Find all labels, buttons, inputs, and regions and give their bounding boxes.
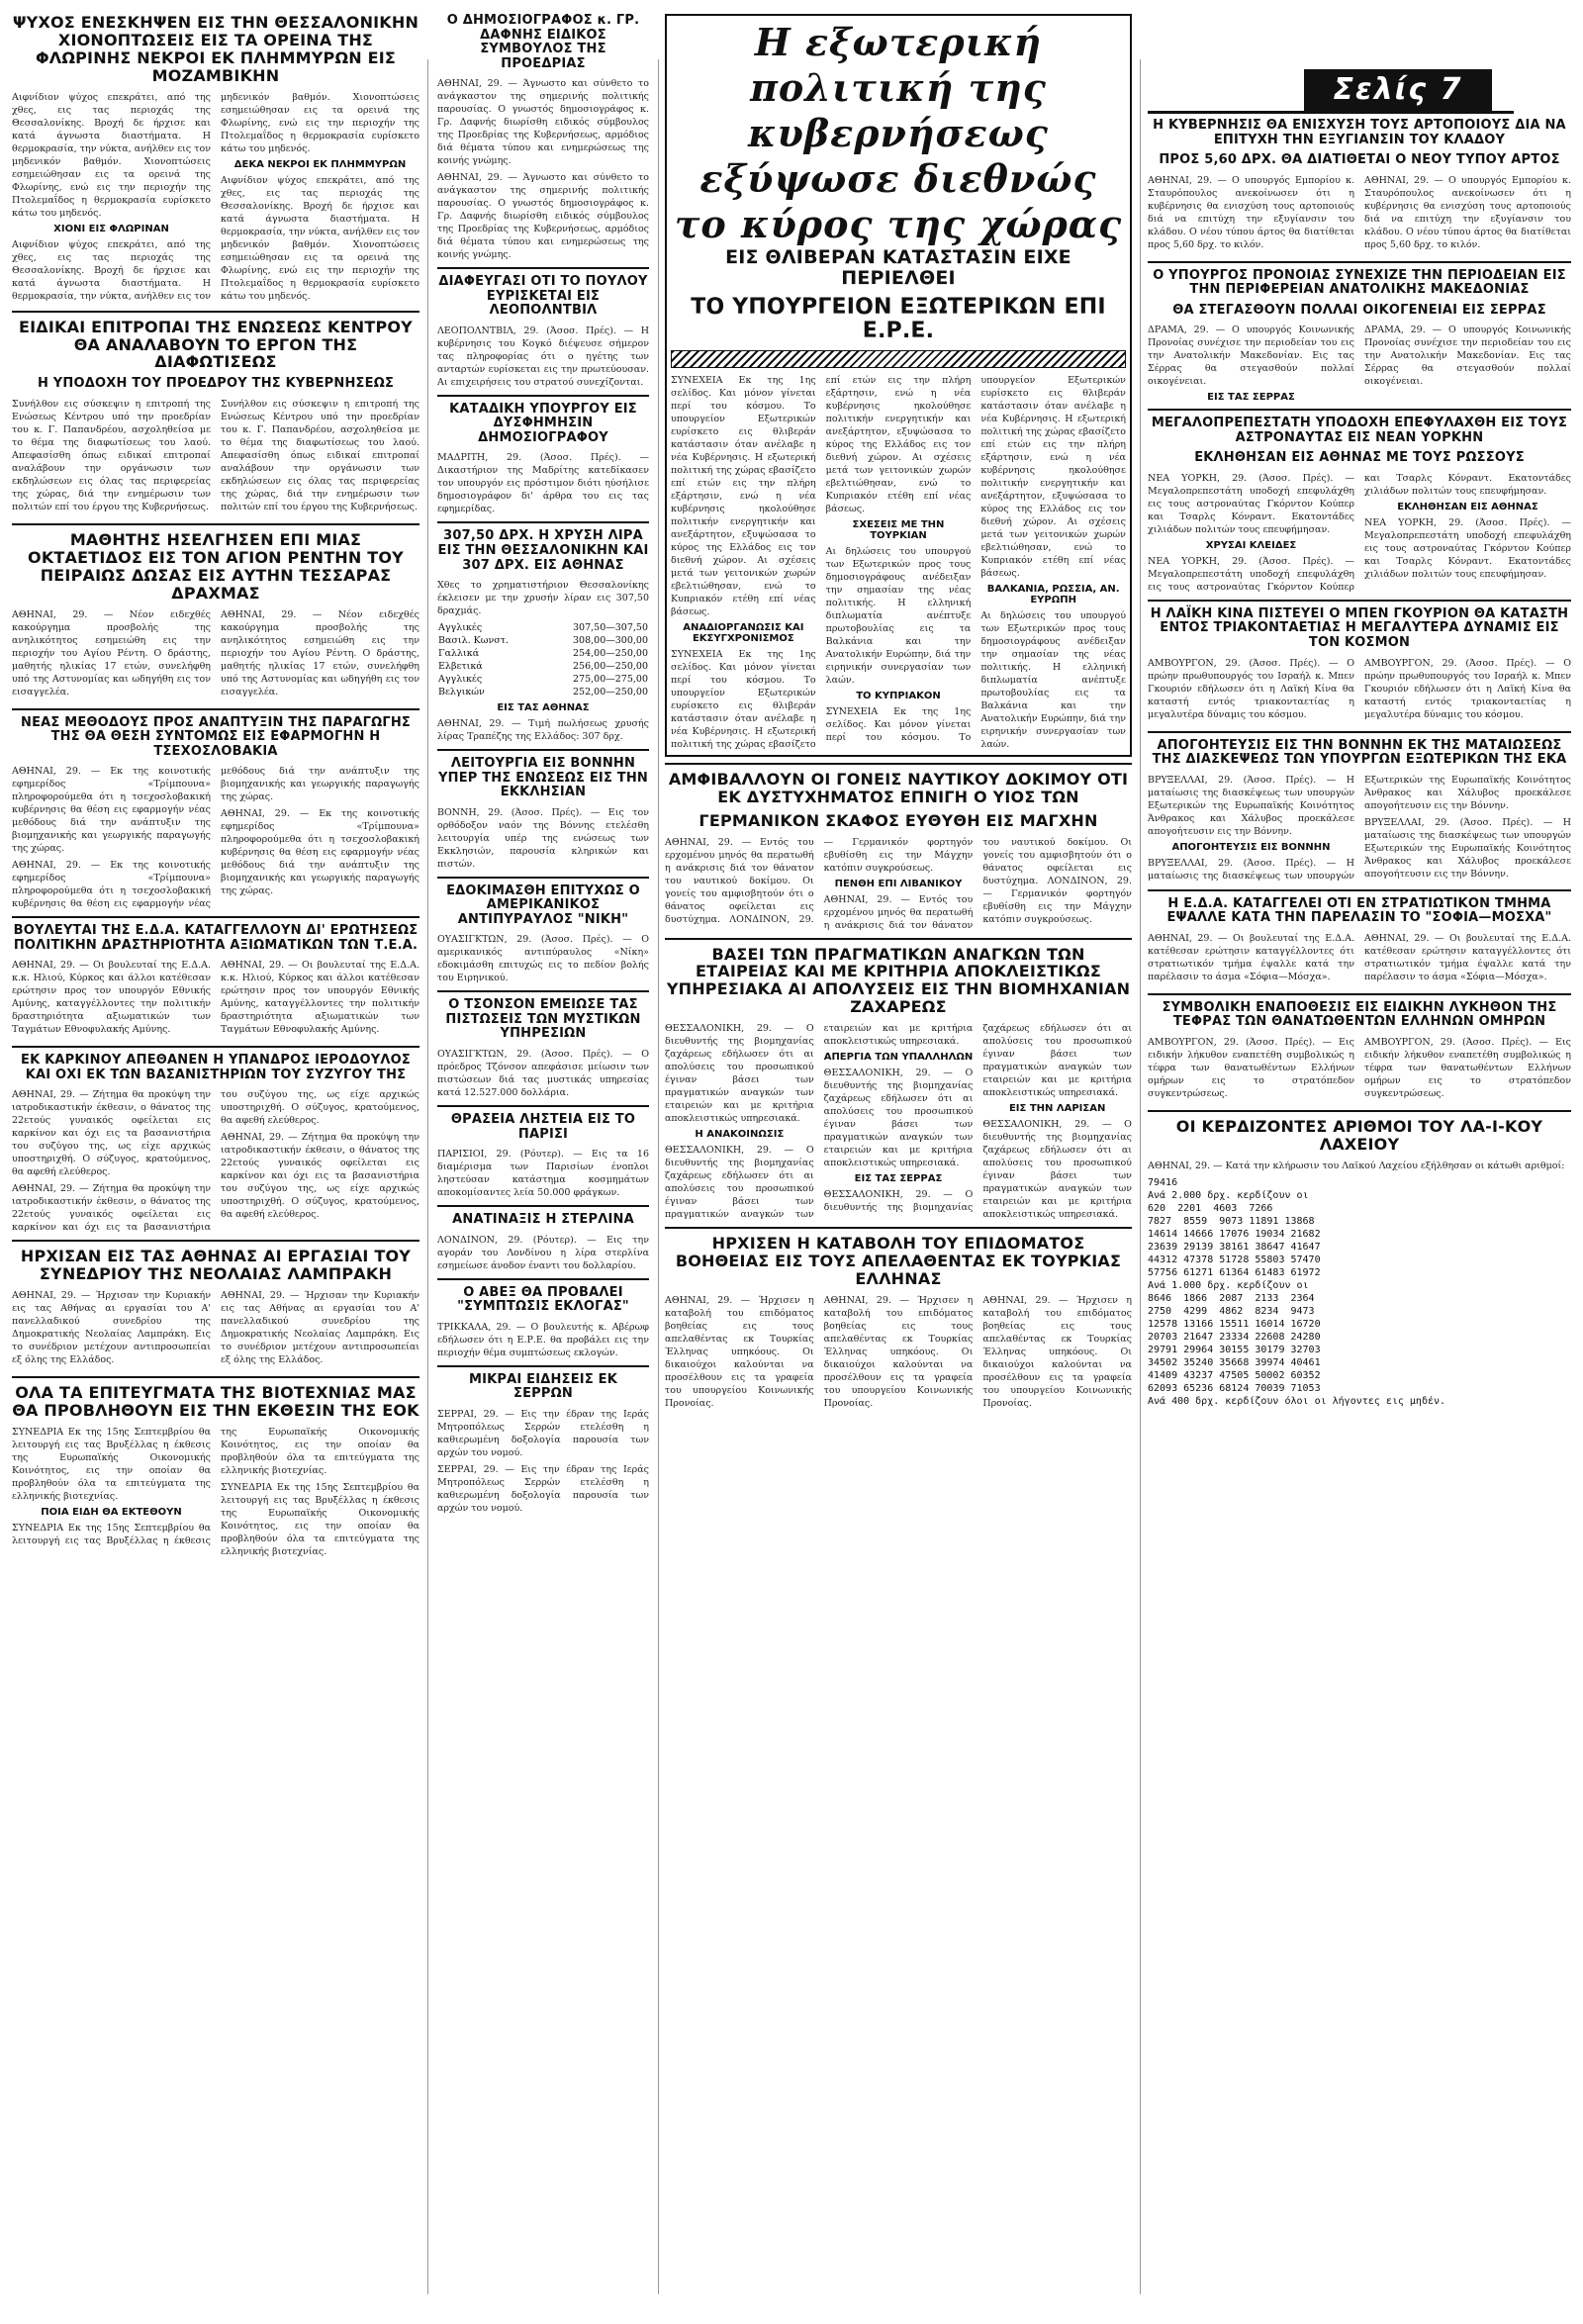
article-text: ΑΘΗΝΑΙ, 29. — Εντός του ερχομένου μηνός θα περατωθή η ανάκρισις διά τον θάνατον του ναυτικού δοκίμου. Οι γονείς του αμφισβητούν ότι ο θάνατος οφείλεται εις δυστύχημα. ΛΟΝΔΙΝΟΝ, 29. — Γερμανικόν φορτηγόν εβυθίσθη εις την Μάγχην κατόπιν συγκρούσεως.: [665, 836, 974, 925]
article-text: ΘΕΣΣΑΛΟΝΙΚΗ, 29. — Ο διευθυντής της βιομηχανίας ζαχάρεως εδήλωσεν ότι αι απολύσεις του προσωπικού έγιναν βάσει των πραγματικών αναγκών των εταιρειών και με κριτήρια αποκλειστικώς υπηρεσιακά.: [665, 1023, 974, 1221]
article-body: [1148, 774, 1571, 883]
headline-expelled-allowance: ΗΡΧΙΣΕΝ Η ΚΑΤΑΒΟΛΗ ΤΟΥ ΕΠΙΔΟΜΑΤΟΣ ΒΟΗΘΕΙΑΣ ΕΙΣ ΤΟΥΣ ΑΠΕΛΑΘΕΝΤΑΣ ΕΚ ΤΟΥΡΚΙΑΣ ΕΛΛΗΝΑΣ: [675, 1234, 1122, 1288]
lottery-line: Ανά 1.000 δρχ. κερδίζουν οι: [1148, 1279, 1309, 1291]
headline-bread-price: ΠΡΟΣ 5,60 ΔΡΧ. ΘΑ ΔΙΑΤΙΘΕΤΑΙ Ο ΝΕΟΥ ΤΥΠΟΥ ΑΡΤΟΣ: [1159, 152, 1560, 168]
article-text: ΘΕΣΣΑΛΟΝΙΚΗ, 29. — Ο διευθυντής της βιομηχανίας ζαχάρεως εδήλωσεν ότι αι απολύσεις του προσωπικού έγιναν βάσει των πραγματικών αναγκών των εταιρειών και με κριτήρια αποκλειστικώς υπηρεσιακά.: [823, 1023, 1132, 1214]
lottery-line: 2750 4299 4862 8234 9473: [1148, 1305, 1315, 1317]
subheading: ΣΧΕΣΕΙΣ ΜΕ ΤΗΝ ΤΟΥΡΚΙΑΝ: [852, 518, 945, 541]
lottery-line: 23639 29139 38161 38647 41647: [1148, 1241, 1321, 1253]
price-name: Αγγλικές: [438, 622, 483, 634]
divider: [437, 521, 649, 523]
article-text: ΛΟΝΔΙΝΟΝ, 29. (Ρόυτερ). — Εις την αγοράν του Λονδίνου η λίρα στερλίνα εσημείωσε άνοδον έναντι του δολλαρίου.: [437, 1234, 649, 1271]
headline-cancer: ΕΚ ΚΑΡΚΙΝΟΥ ΑΠΕΘΑΝΕΝ Η ΥΠΑΝΔΡΟΣ ΙΕΡΟΔΟΥΛΟΣ ΚΑΙ ΟΧΙ ΕΚ ΤΩΝ ΒΑΣΑΝΙΣΤΗΡΙΩΝ ΤΟΥ ΣΥΖΥΓΟΥ ΤΗΣ: [21, 1053, 411, 1082]
lottery-line: 20703 21647 23334 22608 24280: [1148, 1331, 1321, 1343]
price-row: [437, 647, 649, 660]
lead-subheadline-2: ΤΟ ΥΠΟΥΡΓΕΙΟΝ ΕΞΩΤΕΡΙΚΩΝ ΕΠΙ Ε.Ρ.Ε.: [691, 294, 1106, 344]
subheading: ΕΙΣ ΤΗΝ ΛΑΡΙΣΑΝ: [1008, 1103, 1106, 1115]
headline-averof: Ο ΑΒΕΞ ΘΑ ΠΡΟΒΑΛΕΙ "ΣΥΜΠΤΩΣΙΣ ΕΚΛΟΓΑΣ": [457, 1284, 629, 1315]
lottery-line: Ανά 400 δρχ. κερδίζουν όλοι οι λήγοντες εις μηδέν.: [1148, 1395, 1446, 1407]
headline-reception: Η ΥΠΟΔΟΧΗ ΤΟΥ ΠΡΟΕΔΡΟΥ ΤΗΣ ΚΥΒΕΡΝΗΣΕΩΣ: [37, 376, 395, 392]
article-text: ΑΘΗΝΑΙ, 29. — Άγνωστο και σύνθετο το ανάγκαστον της σημερινής πολιτικής παρουσίας. Ο γνωστός δημοσιογράφος κ. Γρ. Δαφνής διωρίσθη ειδικός σύμβουλος της Προεδρίας της Κυβερνήσεως, αρμόδιος διά θέματα τύπου και ενημερώσεως της κοινής γνώμης.: [437, 78, 649, 167]
article-text: ΑΘΗΝΑΙ, 29. — Ήρχισεν η καταβολή του επιδόματος βοηθείας εις τους απελαθέντας εκ Τουρκίας Έλληνας υπηκόους. Οι δικαιούχοι καλούνται να προσέλθουν εις τα γραφεία του υπουργείου Κοινωνικής Προνοίας.: [665, 1294, 814, 1409]
article-text: ΑΘΗΝΑΙ, 29. — Τιμή πωλήσεως χρυσής λίρας Τραπέζης της Ελλάδος: 307 δρχ.: [437, 718, 649, 743]
article-text: Αιφνίδιον ψύχος επεκράτει, από της χθες, εις τας περιοχάς της Θεσσαλονίκης. Βροχή δε ήρχισε και κατά άγνωστα διαστήματα. Η θερμοκρασία, την νύκτα, ανήλθεν εις τον μηδενικόν βαθμόν. Χιονοπτώσεις εσημειώθησαν εις τα ορεινά της Φλωρίνης, ενώ εις την περιοχήν της Πτολεμαΐδος η θερμοκρασία ευρίσκετο κάτω του μηδενός.: [12, 91, 419, 302]
article-text: ΒΡΥΞΕΛΛΑΙ, 29. (Άσοσ. Πρές). — Η ματαίωσις της διασκέψεως των υπουργών Εξωτερικών της Ευρωπαϊκής Κοινότητος Άνθρακος και Χάλυβος προεκάλεσε απογοήτευσιν εις την Βόννην.: [1148, 774, 1571, 882]
subheading: ΠΟΙΑ ΕΙΔΗ ΘΑ ΕΚΤΕΘΟΥΝ: [41, 1506, 182, 1518]
lottery-line: 57756 61271 61364 61483 61972: [1148, 1266, 1321, 1278]
article-text: ΘΕΣΣΑΛΟΝΙΚΗ, 29. — Ο διευθυντής της βιομηχανίας ζαχάρεως εδήλωσεν ότι αι απολύσεις του προσωπικού έγιναν βάσει των πραγματικών αναγκών των εταιρειών και με κριτήρια αποκλειστικώς υπηρεσιακά.: [823, 1068, 974, 1169]
article-text: Αιφνίδιον ψύχος επεκράτει, από της χθες, εις τας περιοχάς της Θεσσαλονίκης. Βροχή δε ήρχισε και κατά άγνωστα διαστήματα. Η θερμοκρασία, την νύκτα, ανήλθεν εις τον μηδενικόν βαθμόν. Χιονοπτώσεις εσημειώθησαν εις τα ορεινά της Φλωρίνης, ενώ εις την περιοχήν της Πτολεμαΐδος η θερμοκρασία ευρίσκετο κάτω του μηδενός.: [12, 91, 211, 219]
article-text: ΑΜΒΟΥΡΓΟΝ, 29. (Άσοσ. Πρές). — Ο πρώην πρωθυπουργός του Ισραήλ κ. Μπεν Γκουριόν εδήλωσεν ότι η Λαϊκή Κίνα θα καταστή εντός τριακονταετίας η μεγαλυτέρα δύναμις του κόσμου.: [1364, 657, 1571, 720]
article-text: ΑΘΗΝΑΙ, 29. — Ζήτημα θα προκύψη την ιατροδικαστικήν έκθεσιν, ο θάνατος της 22ετούς γυναικός οφείλεται εις καρκίνον και όχι εις τα βασανιστήρια του συζύγου της, ως είχε αρχικώς υποστηριχθή. Ο σύζυγος, κρατούμενος, θα αφεθή ελεύθερος.: [12, 1089, 211, 1178]
subheading: ΠΕΝΘΗ ΕΠΙ ΛΙΒΑΝΙΚΟΥ: [834, 878, 963, 889]
article-text: ΣΥΝΕΔΡΙΑ Εκ της 15ης Σεπτεμβρίου θα λειτουργή εις τας Βρυξέλλας η έκθεσις της Ευρωπαϊκής Οικονομικής Κοινότητος, εις την οποίαν θα προβληθούν όλα τα επιτεύγματα της ελληνικής βιοτεχνίας.: [221, 1481, 419, 1557]
headline-serres-news: ΜΙΚΡΑΙ ΕΙΔΗΣΕΙΣ ΕΚ ΣΕΡΡΩΝ: [468, 1371, 617, 1402]
price-value: 254,00—250,00: [573, 648, 648, 660]
price-name: Βασιλ. Κωνστ.: [438, 635, 510, 647]
divider: [437, 395, 649, 397]
article-text: ΑΘΗΝΑΙ, 29. — Εκ της κοινοτικής εφημερίδος «Τρίμπουνα» πληροφορούμεθα ότι η τσεχοσλοβακική κυβέρνησις θα θέση εις εφαρμογήν νέας μεθόδους διά την ανάπτυξιν της βιομηχανικής και γεωργικής παραγωγής της χώρας.: [12, 766, 419, 910]
divider: [437, 1365, 649, 1367]
price-name: Γαλλικά: [438, 648, 480, 660]
lottery-line: 7827 8559 9073 11891 13868: [1148, 1215, 1315, 1227]
headline-welfare-minister: Ο ΥΠΟΥΡΓΟΣ ΠΡΟΝΟΙΑΣ ΣΥΝΕΧΙΖΕ ΤΗΝ ΠΕΡΙΟΔΕΙΑΝ ΕΙΣ ΤΗΝ ΠΕΡΙΦΕΡΕΙΑΝ ΑΝΑΤΟΛΙΚΗΣ ΜΑΚΕΔΟΝΙΑΣ: [1153, 267, 1566, 298]
article-body: [12, 398, 419, 517]
article-text: ΝΕΑ ΥΟΡΚΗ, 29. (Άσοσ. Πρές). — Μεγαλοπρεπεστάτη υποδοχή επεφυλάχθη εις τους αστροναύτας Γκόρντον Κούπερ και Τσαρλς Κόνραντ. Εκατοντάδες χιλιάδων πολιτών τους επευφήμησαν.: [1148, 472, 1571, 593]
divider: [1148, 261, 1571, 263]
lead-headline-line2: εξύψωσε διεθνώς το κύρος της χώρας: [674, 156, 1123, 246]
article-text: ΣΕΡΡΑΙ, 29. — Εις την έδραν της Ιεράς Μητροπόλεως Σερρών ετελέσθη η καθιερωμένη δοξολογία παρουσία των αρχών του νομού.: [437, 1463, 649, 1514]
price-value: 308,00—300,00: [573, 635, 648, 647]
article-text: ΑΘΗΝΑΙ, 29. — Ήρχισαν την Κυριακήν εις τας Αθήνας αι εργασίαι του Α' πανελλαδικού συνεδρίου της Δημοκρατικής Νεολαίας Λαμπράκη. Εις το συνέδριον μετέχουν αντιπροσωπείαι εξ όλης της Ελλάδος.: [12, 1290, 211, 1366]
subheading: ΕΙΣ ΤΑΣ ΑΘΗΝΑΣ: [497, 702, 590, 714]
article-text: ΒΡΥΞΕΛΛΑΙ, 29. (Άσοσ. Πρές). — Η ματαίωσις της διασκέψεως των υπουργών Εξωτερικών της Ευρωπαϊκής Κοινότητος Άνθρακος και Χάλυβος προεκάλεσε απογοήτευσιν εις την Βόννην.: [1148, 774, 1354, 837]
headline-sterling: ΑΝΑΤΙΝΑΞΙΣ Η ΣΤΕΡΛΙΝΑ: [452, 1212, 634, 1228]
article-text: Συνήλθον εις σύσκεψιν η επιτροπή της Ενώσεως Κέντρου υπό την προεδρίαν του κ. Γ. Παπανδρέου, ασχοληθείσα με το θέμα της διαφωτίσεως του λαού. Απεφασίσθη όπως ειδικαί επιτροπαί αναλάβουν την οργάνωσιν των εκδηλώσεων εις όλας τας περιφερείας της χώρας, διά την ενημέρωσιν των πολιτών επί του έργου της Κυβερνήσεως.: [12, 398, 211, 512]
article-text: ΟΥΑΣΙΓΚΤΩΝ, 29. (Άσοσ. Πρές). — Ο πρόεδρος Τζόνσον απεφάσισε μείωσιν των πιστώσεων διά τας μυστικάς υπηρεσίας κατά 12.527.000 δολλάρια.: [437, 1049, 649, 1099]
headline-bakers: Η ΚΥΒΕΡΝΗΣΙΣ ΘΑ ΕΝΙΣΧΥΣΗ ΤΟΥΣ ΑΡΤΟΠΟΙΟΥΣ ΔΙΑ ΝΑ ΕΠΙΤΥΧΗ ΤΗΝ ΕΞΥΓΙΑΝΣΙΝ ΤΟΥ ΚΛΑΔΟΥ: [1153, 118, 1566, 147]
article-text: ΑΘΗΝΑΙ, 29. — Νέον ειδεχθές κακούργημα προσβολής της ανηλικότητος εσημειώθη εις την περιοχήν του Αγίου Ρέντη. Ο δράστης, μαθητής ηλικίας 17 ετών, συνελήφθη υπό της Αστυνομίας και ωδηγήθη εις τον εισαγγελέα.: [221, 608, 419, 697]
article-text: ΔΡΑΜΑ, 29. — Ο υπουργός Κοινωνικής Προνοίας συνέχισε την περιοδείαν του εις την Ανατολικήν Μακεδονίαν. Εις τας Σέρρας θα στεγασθούν πολλαί οικογένειαι.: [1364, 325, 1571, 388]
divider: [1148, 1110, 1571, 1112]
price-value: 252,00—250,00: [573, 687, 648, 698]
divider: [1148, 600, 1571, 602]
headline-leopoldville: ΔΙΑΦΕΥΓΑΣΙ ΟΤΙ ΤΟ ΠΟΥΛΟΥ ΕΥΡΙΣΚΕΤΑΙ ΕΙΣ ΛΕΟΠΟΛΝΤΒΙΛ: [438, 274, 648, 319]
headline-committees: ΕΙΔΙΚΑΙ ΕΠΙΤΡΟΠΑΙ ΤΗΣ ΕΝΩΣΕΩΣ ΚΕΝΤΡΟΥ ΘΑ ΑΝΑΛΑΒΟΥΝ ΤΟ ΕΡΓΟΝ ΤΗΣ ΔΙΑΦΩΤΙΣΕΩΣ: [19, 317, 413, 372]
article-text: ΟΥΑΣΙΓΚΤΩΝ, 29. (Άσοσ. Πρές). — Ο αμερικανικός αντιπύραυλος «Νίκη» εδοκιμάσθη επιτυχώς εις το πεδίον βολής του Ειρηνικού.: [437, 934, 649, 984]
subheading: ΕΙΣ ΤΑΣ ΣΕΡΡΑΣ: [854, 1173, 943, 1185]
price-row: [437, 673, 649, 686]
article-text: ΑΘΗΝΑΙ, 29. — Ήρχισεν η καταβολή του επιδόματος βοηθείας εις τους απελαθέντας εκ Τουρκίας Έλληνας υπηκόους. Οι δικαιούχοι καλούνται να προσέλθουν εις τα γραφεία του υπουργείου Κοινωνικής Προνοίας.: [982, 1294, 1132, 1409]
lottery-line: 62093 65236 68124 70039 71053: [1148, 1382, 1321, 1394]
subheading: ΕΚΛΗΘΗΣΑΝ ΕΙΣ ΑΘΗΝΑΣ: [1397, 501, 1538, 512]
article-text: ΑΘΗΝΑΙ, 29. — Ήρχισεν η καταβολή του επιδόματος βοηθείας εις τους απελαθέντας εκ Τουρκίας Έλληνας υπηκόους. Οι δικαιούχοι καλούνται να προσέλθουν εις τα γραφεία του υπουργείου Κοινωνικής Προνοίας.: [823, 1294, 974, 1409]
lottery-line: 620 2201 4603 7266: [1148, 1202, 1273, 1214]
lottery-line: 12578 13166 15511 16014 16720: [1148, 1318, 1321, 1330]
article-text: ΣΥΝΕΔΡΙΑ Εκ της 15ης Σεπτεμβρίου θα λειτουργή εις τας Βρυξέλλας η έκθεσις της Ευρωπαϊκής Οικονομικής Κοινότητος, εις την οποίαν θα προβληθούν όλα τα επιτεύγματα της ελληνικής βιοτεχνίας.: [12, 1426, 211, 1502]
gold-price-table: [437, 621, 649, 698]
column-1: [12, 14, 419, 1558]
article-text: Αι δηλώσεις του υπουργού των Εξωτερικών προς τους δημοσιογράφους ανέδειξαν την σημασίαν της νέας πολιτικής. Η ελληνική διπλωματία ανέπτυξε πρωτοβουλίας εις τα Βαλκάνια και την Ανατολικήν Ευρώπην, διά την ειρηνικήν συνεργασίαν των λαών.: [825, 545, 972, 686]
article-text: ΒΟΝΝΗ, 29. (Άσοσ. Πρές). — Εις τον ορθόδοξον ναόν της Βόννης ετελέσθη λειτουργία υπέρ της ενώσεως των Εκκλησιών, παρουσία κληρικών και πιστών.: [437, 806, 649, 870]
article-text: ΑΜΒΟΥΡΓΟΝ, 29. (Άσοσ. Πρές). — Ο πρώην πρωθυπουργός του Ισραήλ κ. Μπεν Γκουριόν εδήλωσεν ότι η Λαϊκή Κίνα θα καταστή εντός τριακονταετίας η μεγαλυτέρα δύναμις του κόσμου.: [1148, 657, 1354, 720]
article-body: [12, 959, 419, 1040]
column-4: [1148, 119, 1571, 1408]
article-text: ΑΘΗΝΑΙ, 29. — Οι βουλευταί της Ε.Δ.Α. κατέθεσαν ερώτησιν καταγγέλλοντες ότι στρατιωτικόν τμήμα έψαλλε κατά την παρέλασιν το άσμα «Σόφια—Μόσχα».: [1364, 932, 1571, 982]
column-divider: [427, 59, 428, 2294]
headline-student: ΜΑΘΗΤΗΣ ΗΣΕΛΓΗΣΕΝ ΕΠΙ ΜΙΑΣ ΟΚΤΑΕΤΙΔΟΣ ΕΙΣ ΤΟΝ ΑΓΙΟΝ ΡΕΝΤΗΝ ΤΟΥ ΠΕΙΡΑΙΩΣ ΔΩΣΑΣ ΕΙΣ ΑΥΤΗΝ ΤΕΣΣΑΡΑΣ ΔΡΑΧΜΑΣ: [28, 529, 404, 603]
article-text: ΑΘΗΝΑΙ, 29. — Κατά την κλήρωσιν του Λαϊκού Λαχείου εξήλθησαν οι κάτωθι αριθμοί:: [1148, 1160, 1565, 1171]
subheading: ΑΠΟΓΟΗΤΕΥΣΙΣ ΕΙΣ ΒΟΝΝΗΝ: [1171, 841, 1331, 853]
article-text: ΣΥΝΕΧΕΙΑ Εκ της 1ης σελίδος. Και μόνον γίνεται περί του κόσμου. Το υπουργείον Εξωτερικών ευρίσκετο εις θλιβεράν κατάστασιν όταν ανέλαβε η νέα Κυβέρνησις. Η εξωτερική πολιτική της χώρας εβασίζετο επί ετών εις την πλήρη εξάρτησιν, ενώ η νέα κυβέρνησις ηκολούθησε πολιτικήν ενεργητικήν και ανεξάρτητον, εξυψώσασα το κύρος της Ελλάδος εις τον διεθνή χώρον. Αι σχέσεις μετά των γειτονικών χωρών εβελτιώθησαν, ενώ το Κυπριακόν ετέθη επί νέας βάσεως.: [671, 374, 972, 750]
article-text: ΣΥΝΕΔΡΙΑ Εκ της 15ης Σεπτεμβρίου θα λειτουργή εις τας Βρυξέλλας η έκθεσις της Ευρωπαϊκής Οικονομικής Κοινότητος, εις την οποίαν θα προβληθούν όλα τα επιτεύγματα της ελληνικής βιοτεχνίας.: [12, 1426, 419, 1546]
article-text: ΣΥΝΕΧΕΙΑ Εκ της 1ης σελίδος. Και μόνον γίνεται περί του κόσμου. Το υπουργείον Εξωτερικών ευρίσκετο εις θλιβεράν κατάστασιν όταν ανέλαβε η νέα Κυβέρνησις. Η εξωτερική πολιτική της χώρας εβασίζετο επί ετών εις την πλήρη εξάρτησιν, ενώ η νέα κυβέρνησις ηκολούθησε πολιτικήν ενεργητικήν και ανεξάρτητον, εξυψώσασα το κύρος της Ελλάδος εις τον διεθνή χώρον. Αι σχέσεις μετά των γειτονικών χωρών εβελτιώθησαν, ενώ το Κυπριακόν ετέθη επί νέας βάσεως.: [671, 374, 816, 617]
divider: [665, 1227, 1132, 1229]
article-text: Συνήλθον εις σύσκεψιν η επιτροπή της Ενώσεως Κέντρου υπό την προεδρίαν του κ. Γ. Παπανδρέου, ασχοληθείσα με το θέμα της διαφωτίσεως του λαού. Απεφασίσθη όπως ειδικαί επιτροπαί αναλάβουν την οργάνωσιν των εκδηλώσεων εις όλας τας περιφερείας της χώρας, διά την ενημέρωσιν των πολιτών επί του έργου της Κυβερνήσεως.: [221, 398, 419, 512]
article-text: ΝΕΑ ΥΟΡΚΗ, 29. (Άσοσ. Πρές). — Μεγαλοπρεπεστάτη υποδοχή επεφυλάχθη εις τους αστροναύτας Γκόρντον Κούπερ και Τσαρλς Κόνραντ. Εκατοντάδες χιλιάδων πολιτών τους επευφήμησαν.: [1364, 516, 1571, 580]
article-body: [12, 1426, 419, 1558]
price-row: [437, 634, 649, 647]
article-body: [665, 836, 1132, 932]
divider: [437, 1205, 649, 1207]
divider: [1148, 731, 1571, 733]
article-body: [12, 1289, 419, 1370]
headline-crafts-exhibition: ΟΛΑ ΤΑ ΕΠΙΤΕΥΓΜΑΤΑ ΤΗΣ ΒΙΟΤΕΧΝΙΑΣ ΜΑΣ ΘΑ ΠΡΟΒΛΗΘΟΥΝ ΕΙΣ ΤΗΝ ΕΚΘΕΣΙΝ ΤΗΣ ΕΟΚ: [12, 1383, 419, 1421]
divider: [1148, 889, 1571, 891]
article-text: ΑΘΗΝΑΙ, 29. — Οι βουλευταί της Ε.Δ.Α. κ.κ. Ηλιού, Κύρκος και άλλοι κατέθεσαν ερώτησιν προς τον υπουργόν Εθνικής Αμύνης, καταγγέλλοντες την πολιτικήν δραστηριότητα αξιωματικών των Ταγμάτων Εθνοφυλακής Αμύνης.: [12, 960, 211, 1036]
lottery-numbers: [1148, 1176, 1571, 1408]
article-text: Αιφνίδιον ψύχος επεκράτει, από της χθες, εις τας περιοχάς της Θεσσαλονίκης. Βροχή δε ήρχισε και κατά άγνωστα διαστήματα. Η θερμοκρασία, την νύκτα, ανήλθεν εις τον μηδενικόν βαθμόν. Χιονοπτώσεις εσημειώθησαν εις τα ορεινά της Φλωρίνης, ενώ εις την περιοχήν της Πτολεμαΐδος η θερμοκρασία ευρίσκετο κάτω του μηδενός.: [221, 174, 419, 302]
divider: [12, 1046, 419, 1048]
subheading: ΧΙΟΝΙ ΕΙΣ ΦΛΩΡΙΝΑΝ: [53, 223, 169, 234]
divider: [437, 1278, 649, 1280]
article-text: ΘΕΣΣΑΛΟΝΙΚΗ, 29. — Ο διευθυντής της βιομηχανίας ζαχάρεως εδήλωσεν ότι αι απολύσεις του προσωπικού έγιναν βάσει των πραγματικών αναγκών των εταιρειών και με κριτήρια αποκλειστικώς υπηρεσιακά.: [982, 1119, 1132, 1221]
price-row: [437, 621, 649, 634]
article-text: ΑΘΗΝΑΙ, 29. — Εκ της κοινοτικής εφημερίδος «Τρίμπουνα» πληροφορούμεθα ότι η τσεχοσλοβακική κυβέρνησις θα θέση εις εφαρμογήν νέας μεθόδους διά την ανάπτυξιν της βιομηχανικής και γεωργικής παραγωγής της χώρας.: [12, 766, 211, 855]
article-body: [12, 608, 419, 702]
headline-hostages-ashes: ΣΥΜΒΟΛΙΚΗ ΕΝΑΠΟΘΕΣΙΣ ΕΙΣ ΕΙΔΙΚΗΝ ΛΥΚΗΘΟΝ ΤΗΣ ΤΕΦΡΑΣ ΤΩΝ ΘΑΝΑΤΩΘΕΝΤΩΝ ΕΛΛΗΝΩΝ ΟΜΗΡΩΝ: [1162, 999, 1557, 1030]
lottery-line: 79416: [1148, 1176, 1178, 1188]
divider: [12, 1376, 419, 1378]
column-divider: [658, 59, 659, 2294]
divider: [437, 1105, 649, 1107]
price-value: 256,00—250,00: [573, 661, 648, 673]
divider: [12, 523, 419, 525]
price-value: 275,00—275,00: [573, 674, 648, 686]
article-body: [12, 91, 419, 305]
subheading: ΒΑΛΚΑΝΙΑ, ΡΩΣΣΙΑ, ΑΝ. ΕΥΡΩΠΗ: [986, 583, 1120, 605]
divider: [665, 938, 1132, 940]
headline-german-ship: ΓΕΡΜΑΝΙΚΟΝ ΣΚΑΦΟΣ ΕΥΘΥΘΗ ΕΙΣ ΜΑΓΧΗΝ: [698, 810, 1098, 830]
headline-astronauts-athens: ΕΚΛΗΘΗΣΑΝ ΕΙΣ ΑΘΗΝΑΣ ΜΕ ΤΟΥΣ ΡΩΣΣΟΥΣ: [1194, 450, 1525, 466]
price-row: [437, 660, 649, 673]
article-text: ΤΡΙΚΚΑΛΑ, 29. — Ο βουλευτής κ. Αβέρωφ εδήλωσεν ότι η Ε.Ρ.Ε. θα προβάλει εις την περιοχήν θέμα συμπτώσεως εκλογών.: [437, 1321, 649, 1358]
article-body: [671, 374, 1126, 751]
headline-naval-cadet: ΑΜΦΙΒΑΛΛΟΥΝ ΟΙ ΓΟΝΕΙΣ ΝΑΥΤΙΚΟΥ ΔΟΚΙΜΟΥ ΟΤΙ ΕΚ ΔΥΣΤΥΧΗΜΑΤΟΣ ΕΠΝΙΓΗ Ο ΥΙΟΣ ΤΩΝ: [668, 769, 1129, 806]
headline-ben-gurion: Η ΛΑΪΚΗ ΚΙΝΑ ΠΙΣΤΕΥΕΙ Ο ΜΠΕΝ ΓΚΟΥΡΙΟΝ ΘΑ ΚΑΤΑΣΤΗ ΕΝΤΟΣ ΤΡΙΑΚΟΝΤΑΕΤΙΑΣ Η ΜΕΓΑΛΥΤΕΡΑ ΔΥΝΑΜΙΣ ΕΙΣ ΤΟΝ ΚΟΣΜΟΝ: [1150, 605, 1569, 651]
article-text: ΑΘΗΝΑΙ, 29. — Εντός του ερχομένου μηνός θα περατωθή η ανάκρισις διά τον θάνατον του ναυτικού δοκίμου. Οι γονείς του αμφισβητούν ότι ο θάνατος οφείλεται εις δυστύχημα. ΛΟΝΔΙΝΟΝ, 29. — Γερμανικόν φορτηγόν εβυθίσθη εις την Μάγχην κατόπιν συγκρούσεως.: [823, 836, 1132, 931]
divider: [437, 990, 649, 992]
article-body: [12, 1088, 419, 1234]
lottery-line: 8646 1866 2087 2133 2364: [1148, 1292, 1315, 1304]
article-body: [665, 1022, 1132, 1221]
price-name: Ελβετικά: [438, 661, 483, 673]
divider: [12, 1240, 419, 1242]
divider: [437, 267, 649, 269]
article-body: [1148, 472, 1571, 594]
article-text: ΛΕΟΠΟΛΝΤΒΙΛ, 29. (Άσοσ. Πρές). — Η κυβέρνησις του Κογκό διέψευσε σήμερον τας πληροφορίας ότι ο ηγέτης των ανταρτών ευρίσκεται εις την πρωτεύουσαν. Αι επιχειρήσεις του στρατού συνεχίζονται.: [437, 325, 649, 388]
article-text: ΑΘΗΝΑΙ, 29. — Ο υπουργός Εμπορίου κ. Σταυρόπουλος ανεκοίνωσεν ότι η κυβέρνησις θα ενισχύση τους αρτοποιούς διά να επιτύχη την εξυγίανσιν του κλάδου. Ο νέου τύπου άρτος θα διατίθεται προς 5,60 δρχ. το κιλόν.: [1148, 174, 1354, 250]
article-text: ΔΡΑΜΑ, 29. — Ο υπουργός Κοινωνικής Προνοίας συνέχισε την περιοδείαν του εις την Ανατολικήν Μακεδονίαν. Εις τας Σέρρας θα στεγασθούν πολλαί οικογένειαι.: [1148, 325, 1354, 388]
divider: [12, 311, 419, 313]
price-value: 307,50—307,50: [573, 622, 648, 634]
divider: [437, 877, 649, 879]
subheading: ΤΟ ΚΥΠΡΙΑΚΟΝ: [856, 690, 941, 701]
lottery-line: 34502 35240 35668 39974 40461: [1148, 1356, 1321, 1368]
price-name: Αγγλικές: [438, 674, 483, 686]
headline-bonn-liturgy: ΛΕΙΤΟΥΡΓΙΑ ΕΙΣ ΒΟΝΝΗΝ ΥΠΕΡ ΤΗΣ ΕΝΩΣΕΩΣ ΕΙΣ ΤΗΝ ΕΚΚΛΗΣΙΑΝ: [438, 756, 648, 800]
subheading: ΕΙΣ ΤΑΣ ΣΕΡΡΑΣ: [1207, 392, 1295, 404]
page-logo: Σελίς 7: [1304, 69, 1492, 111]
article-text: ΜΑΔΡΙΤΗ, 29. (Άσοσ. Πρές). — Δικαστήριον της Μαδρίτης κατεδίκασεν τον υπουργόν εις πρόστιμον διότι ηύσήλισε δημοσιογράφον δι' άρθρα του εις τας εφημερίδας.: [437, 452, 649, 515]
lottery-line: 44312 47378 51728 55803 57470: [1148, 1254, 1321, 1265]
article-text: ΑΘΗΝΑΙ, 29. — Εκ της κοινοτικής εφημερίδος «Τρίμπουνα» πληροφορούμεθα ότι η τσεχοσλοβακική κυβέρνησις θα θέση εις εφαρμογήν νέας μεθόδους διά την ανάπτυξιν της βιομηχανικής και γεωργικής παραγωγής της χώρας.: [221, 808, 419, 897]
article-body: [665, 1294, 1132, 1414]
article-text: ΑΘΗΝΑΙ, 29. — Ήρχισαν την Κυριακήν εις τας Αθήνας αι εργασίαι του Α' πανελλαδικού συνεδρίου της Δημοκρατικής Νεολαίας Λαμπράκη. Εις το συνέδριον μετέχουν αντιπροσωπείαι εξ όλης της Ελλάδος.: [221, 1290, 419, 1366]
article-body: [1148, 932, 1571, 987]
column-2: [437, 14, 649, 1519]
article-body: [1148, 174, 1571, 255]
price-row: [437, 686, 649, 698]
article-text: Χθες το χρηματιστήριον Θεσσαλονίκης έκλεισεν με την χρυσήν λίραν εις 307,50 δραχμάς.: [437, 580, 649, 617]
divider: [437, 749, 649, 751]
logo-rule: [1148, 111, 1514, 114]
divider: [12, 708, 419, 710]
headline-serres-housing: ΘΑ ΣΤΕΓΑΣΘΟΥΝ ΠΟΛΛΑΙ ΟΙΚΟΓΕΝΕΙΑΙ ΕΙΣ ΣΕΡΡΑΣ: [1172, 302, 1546, 318]
article-text: ΝΕΑ ΥΟΡΚΗ, 29. (Άσοσ. Πρές). — Μεγαλοπρεπεστάτη υποδοχή επεφυλάχθη εις τους αστροναύτας Γκόρντον Κούπερ και Τσαρλς Κόνραντ. Εκατοντάδες χιλιάδων πολιτών τους επευφήμησαν.: [1148, 472, 1354, 535]
divider: [665, 763, 1132, 765]
divider: [12, 916, 419, 918]
article-text: ΑΘΗΝΑΙ, 29. — Ζήτημα θα προκύψη την ιατροδικαστικήν έκθεσιν, ο θάνατος της 22ετούς γυναικός οφείλεται εις καρκίνον και όχι εις τα βασανιστήρια του συζύγου της, ως είχε αρχικώς υποστηριχθή. Ο σύζυγος, κρατούμενος, θα αφεθή ελεύθερος.: [12, 1089, 419, 1234]
headline-gold-pound: 307,50 ΔΡΧ. Η ΧΡΥΣΗ ΛΙΡΑ ΕΙΣ ΤΗΝ ΘΕΣΣΑΛΟΝΙΚΗΝ ΚΑΙ 307 ΔΡΧ. ΕΙΣ ΑΘΗΝΑΣ: [437, 528, 649, 573]
column-divider: [1140, 59, 1141, 2294]
headline-nike-missile: ΕΔΟΚΙΜΑΣΘΗ ΕΠΙΤΥΧΩΣ Ο ΑΜΕΡΙΚΑΝΙΚΟΣ ΑΝΤΙΠΥΡΑΥΛΟΣ "ΝΙΚΗ": [446, 883, 640, 927]
subheading: ΑΠΕΡΓΙΑ ΤΩΝ ΥΠΑΛΛΗΛΩΝ: [823, 1052, 974, 1064]
article-text: ΣΥΝΕΧΕΙΑ Εκ της 1ης σελίδος. Και μόνον γίνεται περί του κόσμου. Το υπουργείον Εξωτερικών ευρίσκετο εις θλιβεράν κατάστασιν όταν ανέλαβε η νέα Κυβέρνησις. Η εξωτερική πολιτική της χώρας εβασίζετο επί ετών εις την πλήρη εξάρτησιν, ενώ η νέα κυβέρνησις ηκολούθησε πολιτικήν ενεργητικήν και ανεξάρτητον, εξυψώσασα το κύρος της Ελλάδος εις τον διεθνή χώρον. Αι σχέσεις μετά των γειτονικών χωρών εβελτιώθησαν, ενώ το Κυπριακόν ετέθη επί νέας βάσεως.: [825, 374, 1126, 743]
headline-eca-conference: ΑΠΟΓΟΗΤΕΥΣΙΣ ΕΙΣ ΤΗΝ ΒΟΝΝΗΝ ΕΚ ΤΗΣ ΜΑΤΑΙΩΣΕΩΣ ΤΗΣ ΔΙΑΣΚΕΨΕΩΣ ΤΩΝ ΥΠΟΥΡΓΩΝ ΕΞΩΤΕΡΙΚΩΝ ΤΗΣ ΕΚΑ: [1152, 737, 1567, 768]
article-body: [12, 765, 419, 910]
price-name: Βελγικών: [438, 687, 485, 698]
article-text: ΑΘΗΝΑΙ, 29. — Οι βουλευταί της Ε.Δ.Α. κατέθεσαν ερώτησιν καταγγέλλοντες ότι στρατιωτικόν τμήμα έψαλλε κατά την παρέλασιν το άσμα «Σόφια—Μόσχα».: [1148, 932, 1354, 982]
lottery-line: Ανά 2.000 δρχ. κερδίζουν οι: [1148, 1189, 1309, 1201]
article-text: ΘΕΣΣΑΛΟΝΙΚΗ, 29. — Ο διευθυντής της βιομηχανίας ζαχάρεως εδήλωσεν ότι αι απολύσεις του προσωπικού έγιναν βάσει των πραγματικών αναγκών των εταιρειών και με κριτήρια αποκλειστικώς υπηρεσιακά.: [665, 1023, 814, 1125]
headline-lambrakis-youth: ΗΡΧΙΣΑΝ ΕΙΣ ΤΑΣ ΑΘΗΝΑΣ ΑΙ ΕΡΓΑΣΙΑΙ ΤΟΥ ΣΥΝΕΔΡΙΟΥ ΤΗΣ ΝΕΟΛΑΙΑΣ ΛΑΜΠΡΑΚΗ: [20, 1247, 412, 1284]
article-text: ΠΑΡΙΣΙΟΙ, 29. (Ρόυτερ). — Εις τα 16 διαμέρισμα των Παρισίων ένοπλοι ληστεύσαν κατάστημα κοσμημάτων αποκομίσαντες λεία 50.000 φράγκων.: [437, 1149, 649, 1199]
article-text: ΑΘΗΝΑΙ, 29. — Νέον ειδεχθές κακούργημα προσβολής της ανηλικότητος εσημειώθη εις την περιοχήν του Αγίου Ρέντη. Ο δράστης, μαθητής ηλικίας 17 ετών, συνελήφθη υπό της Αστυνομίας και ωδηγήθη εις τον εισαγγελέα.: [12, 608, 211, 697]
headline-johnson-credits: Ο ΤΣΟΝΣΟΝ ΕΜΕΙΩΣΕ ΤΑΣ ΠΙΣΤΩΣΕΙΣ ΤΩΝ ΜΥΣΤΙΚΩΝ ΥΠΗΡΕΣΙΩΝ: [445, 997, 641, 1042]
article-body: [1148, 1036, 1571, 1104]
headline-astronauts: ΜΕΓΑΛΟΠΡΕΠΕΣΤΑΤΗ ΥΠΟΔΟΧΗ ΕΠΕΦΥΛΑΧΘΗ ΕΙΣ ΤΟΥΣ ΑΣΤΡΟΝΑΥΤΑΣ ΕΙΣ ΝΕΑΝ ΥΟΡΚΗΝ: [1151, 416, 1568, 445]
headline-sugar-industry: ΒΑΣΕΙ ΤΩΝ ΠΡΑΓΜΑΤΙΚΩΝ ΑΝΑΓΚΩΝ ΤΩΝ ΕΤΑΙΡΕΙΑΣ ΚΑΙ ΜΕ ΚΡΙΤΗΡΙΑ ΑΠΟΚΛΕΙΣΤΙΚΩΣ ΥΠΗΡΕΣΙΑΚΑ ΑΙ ΑΠΟΛΥΣΕΙΣ ΕΙΣ ΤΗΝ ΒΙΟΜΗΧΑΝΙΑΝ ΖΑΧΑΡΕΩΣ: [666, 944, 1131, 1017]
subheading: ΔΕΚΑ ΝΕΚΡΟΙ ΕΚ ΠΛΗΜΜΥΡΩΝ: [233, 158, 407, 170]
lottery-line: 14614 14666 17076 19034 21682: [1148, 1228, 1321, 1240]
ornamental-border: [671, 350, 1126, 368]
lottery-line: 41409 43237 47505 50002 60352: [1148, 1369, 1321, 1381]
article-body: [1148, 657, 1571, 725]
headline-lottery: ΟΙ ΚΕΡΔΙΖΟΝΤΕΣ ΑΡΙΘΜΟΙ ΤΟΥ ΛΑ-Ι-ΚΟΥ ΛΑΧΕΙΟΥ: [1175, 1116, 1543, 1154]
article-text: Αι δηλώσεις του υπουργού των Εξωτερικών προς τους δημοσιογράφους ανέδειξαν την σημασίαν της νέας πολιτικής. Η ελληνική διπλωματία ανέπτυξε πρωτοβουλίας εις τα Βαλκάνια και την Ανατολικήν Ευρώπην, διά την ειρηνικήν συνεργασίαν των λαών.: [980, 609, 1126, 750]
headline-sofia-moscow: Η Ε.Δ.Α. ΚΑΤΑΓΓΕΛΕΙ ΟΤΙ ΕΝ ΣΤΡΑΤΙΩΤΙΚΟΝ ΤΜΗΜΑ ΕΨΑΛΛΕ ΚΑΤΑ ΤΗΝ ΠΑΡΕΛΑΣΙΝ ΤΟ "ΣΟΦΙΑ—ΜΟΣΧΑ": [1166, 895, 1552, 926]
lead-headline-line1: Η εξωτερική πολιτική της κυβερνήσεως: [748, 20, 1049, 155]
headline-cold-weather: ΨΥΧΟΣ ΕΝΕΣΚΗΨΕΝ ΕΙΣ ΤΗΝ ΘΕΣΣΑΛΟΝΙΚΗΝ ΧΙΟΝΟΠΤΩΣΕΙΣ ΕΙΣ ΤΑ ΟΡΕΙΝΑ ΤΗΣ ΦΛΩΡΙΝΗΣ ΝΕΚΡΟΙ ΕΚ ΠΛΗΜΜΥΡΩΝ ΕΙΣ ΜΟΖΑΜΒΙΚΗΝ: [12, 13, 419, 85]
article-text: ΑΘΗΝΑΙ, 29. — Άγνωστο και σύνθετο το ανάγκαστον της σημερινής πολιτικής παρουσίας. Ο γνωστός δημοσιογράφος κ. Γρ. Δαφνής διωρίσθη ειδικός σύμβουλος της Προεδρίας της Κυβερνήσεως, αρμόδιος διά θέματα τύπου και ενημερώσεως της κοινής γνώμης.: [437, 172, 649, 261]
subheading: Η ΑΝΑΚΟΙΝΩΣΙΣ: [695, 1129, 785, 1141]
headline-minister-conviction: ΚΑΤΑΔΙΚΗ ΥΠΟΥΡΓΟΥ ΕΙΣ ΔΥΣΦΗΜΗΣΙΝ ΔΗΜΟΣΙΟΓΡΑΦΟΥ: [449, 401, 637, 445]
lead-subheadline: ΕΙΣ ΘΛΙΒΕΡΑΝ ΚΑΤΑΣΤΑΣΙΝ ΕΙΧΕ ΠΕΡΙΕΛΘΕΙ: [725, 246, 1071, 290]
column-3: [665, 14, 1132, 1414]
headline-dafnis: Ο ΔΗΜΟΣΙΟΓΡΑΦΟΣ κ. ΓΡ. ΔΑΦΝΗΣ ΕΙΔΙΚΟΣ ΣΥΜΒΟΥΛΟΣ ΤΗΣ ΠΡΟΕΔΡΙΑΣ: [446, 13, 640, 71]
divider: [1148, 409, 1571, 411]
headline-czechoslovakia: ΝΕΑΣ ΜΕΘΟΔΟΥΣ ΠΡΟΣ ΑΝΑΠΤΥΞΙΝ ΤΗΣ ΠΑΡΑΓΩΓΗΣ ΤΗΣ ΘΑ ΘΕΣΗ ΣΥΝΤΟΜΩΣ ΕΙΣ ΕΦΑΡΜΟΓΗΝ Η ΤΣΕΧΟΣΛΟΒΑΚΙΑ: [20, 714, 412, 759]
article-text: ΑΜΒΟΥΡΓΟΝ, 29. (Άσοσ. Πρές). — Εις ειδικήν λήκυθον εναπετέθη συμβολικώς η τέφρα των θανατωθέντων Ελλήνων ομήρων εις το στρατόπεδον συγκεντρώσεως.: [1148, 1036, 1354, 1099]
article-text: ΣΕΡΡΑΙ, 29. — Εις την έδραν της Ιεράς Μητροπόλεως Σερρών ετελέσθη η καθιερωμένη δοξολογία παρουσία των αρχών του νομού.: [437, 1408, 649, 1458]
article-text: ΑΜΒΟΥΡΓΟΝ, 29. (Άσοσ. Πρές). — Εις ειδικήν λήκυθον εναπετέθη συμβολικώς η τέφρα των θανατωθέντων Ελλήνων ομήρων εις το στρατόπεδον συγκεντρώσεως.: [1364, 1036, 1571, 1099]
article-text: ΑΘΗΝΑΙ, 29. — Ο υπουργός Εμπορίου κ. Σταυρόπουλος ανεκοίνωσεν ότι η κυβέρνησις θα ενισχύση τους αρτοποιούς διά να επιτύχη την εξυγίανσιν του κλάδου. Ο νέου τύπου άρτος θα διατίθεται προς 5,60 δρχ. το κιλόν.: [1364, 174, 1571, 250]
lead-story-box: [665, 14, 1132, 757]
subheading: ΑΝΑΔΙΟΡΓΑΝΩΣΙΣ ΚΑΙ ΕΚΣΥΓΧΡΟΝΙΣΜΟΣ: [683, 621, 804, 644]
divider: [1148, 993, 1571, 995]
headline-paris-robbery: ΘΡΑΣΕΙΑ ΛΗΣΤΕΙΑ ΕΙΣ ΤΟ ΠΑΡΙΣΙ: [450, 1112, 636, 1142]
headline-eda-officers: ΒΟΥΛΕΥΤΑΙ ΤΗΣ Ε.Δ.Α. ΚΑΤΑΓΓΕΛΛΟΥΝ ΔΙ' ΕΡΩΤΗΣΕΩΣ ΠΟΛΙΤΙΚΗΝ ΔΡΑΣΤΗΡΙΟΤΗΤΑ ΑΞΙΩΜΑΤΙΚΩΝ ΤΩΝ Τ.Ε.Α.: [13, 923, 419, 953]
article-text: ΑΘΗΝΑΙ, 29. — Οι βουλευταί της Ε.Δ.Α. κ.κ. Ηλιού, Κύρκος και άλλοι κατέθεσαν ερώτησιν προς τον υπουργόν Εθνικής Αμύνης, καταγγέλλοντες την πολιτικήν δραστηριότητα αξιωματικών των Ταγμάτων Εθνοφυλακής Αμύνης.: [221, 960, 419, 1036]
article-body: [1148, 324, 1571, 403]
subheading: ΧΡΥΣΑΙ ΚΛΕΙΔΕΣ: [1205, 539, 1297, 551]
article-text: ΑΘΗΝΑΙ, 29. — Ζήτημα θα προκύψη την ιατροδικαστικήν έκθεσιν, ο θάνατος της 22ετούς γυναικός οφείλεται εις καρκίνον και όχι εις τα βασανιστήρια του συζύγου της, ως είχε αρχικώς υποστηριχθή. Ο σύζυγος, κρατούμενος, θα αφεθή ελεύθερος.: [221, 1132, 419, 1221]
lottery-line: 29791 29964 30155 30179 32703: [1148, 1344, 1321, 1355]
article-text: ΒΡΥΞΕΛΛΑΙ, 29. (Άσοσ. Πρές). — Η ματαίωσις της διασκέψεως των υπουργών Εξωτερικών της Ευρωπαϊκής Κοινότητος Άνθρακος και Χάλυβος προεκάλεσε απογοήτευσιν εις την Βόννην.: [1364, 816, 1571, 880]
